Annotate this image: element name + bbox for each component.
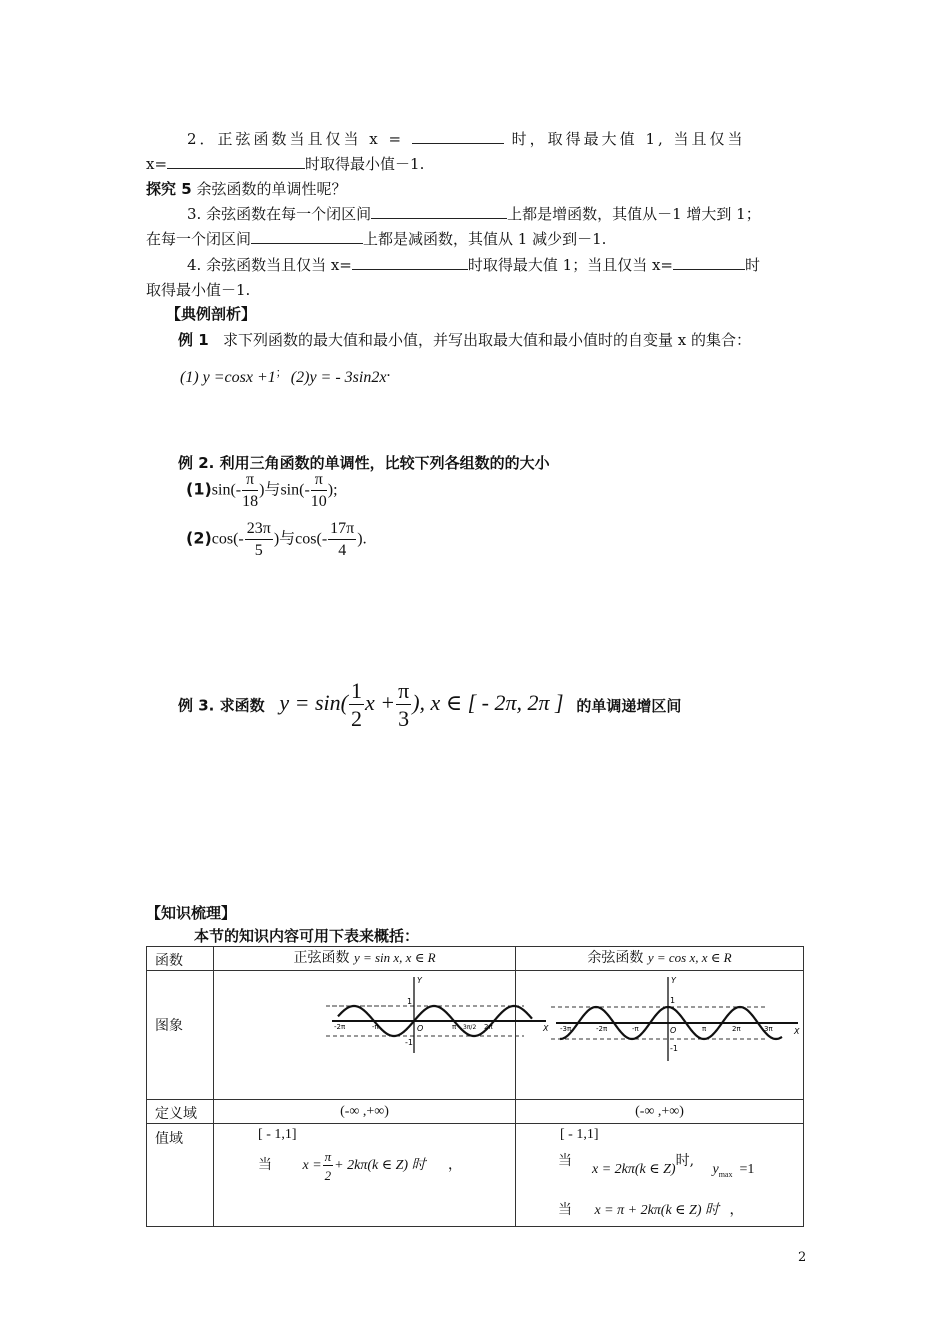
ex3-x: x + xyxy=(365,690,396,716)
cos-ymax-val: =1 xyxy=(739,1162,755,1177)
ex3-frac1 xyxy=(349,680,364,730)
cos-cond2: x = π + 2kπ(k ∈ Z) 时 xyxy=(594,1203,719,1218)
cell-cos-graph xyxy=(516,971,804,1100)
analysis-heading: 【典例剖析】 xyxy=(166,305,257,323)
blank-cos-max[interactable] xyxy=(352,255,468,270)
item4-text-b: 时取得最大值 1；当且仅当 x= xyxy=(467,256,673,274)
p1-with: 与 xyxy=(264,481,281,499)
range-cos: [ - 1,1] xyxy=(560,1127,599,1142)
item4-line2 xyxy=(146,279,250,300)
cos-ymax xyxy=(712,1162,754,1177)
cos-one-label: 1 xyxy=(670,996,676,1005)
p2-frac2-den: 4 xyxy=(338,542,347,559)
ex3-frac2-num: π xyxy=(398,678,410,703)
p1-frac2 xyxy=(311,472,327,510)
section2-text-b: 时，取得最大值 1, 当且仅当 xyxy=(511,130,746,148)
cos-tick-pi: π xyxy=(702,1025,707,1033)
p1-frac2-den: 10 xyxy=(310,493,327,510)
sine-tick-negpi: -π xyxy=(372,1023,379,1031)
example2-part2 xyxy=(186,521,367,559)
ex3-frac2-den: 3 xyxy=(398,706,410,731)
section2-text-a: 2．正弦函数当且仅当 x = xyxy=(187,130,405,148)
item3-text-b: 上都是增函数，其值从－1 增大到 1； xyxy=(507,205,761,223)
ex3-sin-open: y = sin( xyxy=(279,690,348,716)
p1-sin-open: sin(- xyxy=(211,481,242,499)
p1-close1: ) xyxy=(259,481,265,499)
range-label: 值域 xyxy=(155,1131,183,1147)
sine-y-label: Y xyxy=(417,976,422,985)
item4-line1 xyxy=(187,254,760,275)
table-row-range xyxy=(147,1124,804,1227)
example1-text: 求下列函数的最大值和最小值，并写出取最大值和最小值时的自变量 x 的集合： xyxy=(222,331,751,349)
section2-line1 xyxy=(187,128,746,149)
func-label: 函数 xyxy=(155,953,183,969)
cos-when2: 当 xyxy=(558,1202,572,1218)
cell-graph-label xyxy=(147,971,214,1100)
knowledge-heading: 【知识梳理】 xyxy=(146,904,237,922)
ex3-frac2 xyxy=(396,680,411,730)
p2-frac2-num: 17π xyxy=(328,521,356,540)
ex3-frac1-num: 1 xyxy=(351,678,362,703)
cos-y-label: Y xyxy=(671,976,676,985)
domain-label: 定义域 xyxy=(155,1106,197,1122)
range-sine: [ - 1,1] xyxy=(258,1127,297,1142)
section2-line2-b: 时取得最小值－1. xyxy=(305,155,425,173)
cos-tick-neg2pi: -2π xyxy=(596,1025,608,1033)
example1-part1: (1) y =cosx +1 xyxy=(180,369,276,386)
table-row-domain xyxy=(147,1100,804,1124)
cell-range-label xyxy=(147,1124,214,1227)
graph-label: 图象 xyxy=(155,1018,183,1034)
item3-line2-b: 上都是减函数，其值从 1 减少到－1. xyxy=(363,230,607,248)
p2-close1: ) xyxy=(273,530,280,548)
cos-tick-neg3pi: -3π xyxy=(560,1025,572,1033)
example2-p1-label: (1) xyxy=(186,479,212,499)
example2-p2-label: (2) xyxy=(186,528,212,548)
example2-part1 xyxy=(186,472,338,510)
sine-cond-b: + 2kπ(k ∈ Z) 时 xyxy=(334,1158,426,1174)
sine-origin-label: O xyxy=(417,1024,424,1033)
example3-label: 例 3. 求函数 xyxy=(178,696,265,715)
example2-title: 例 2. 利用三角函数的单调性，比较下列各组数的的大小 xyxy=(178,454,550,472)
blank-sine-min[interactable] xyxy=(167,154,305,169)
table-row-header xyxy=(147,947,804,971)
cell-func-label xyxy=(147,947,214,971)
cos-header: 余弦函数 xyxy=(587,950,644,966)
sine-tick-2pi: 2π xyxy=(484,1023,493,1031)
p1-frac1-den: 18 xyxy=(242,493,259,510)
item4-text-c: 时 xyxy=(745,256,761,274)
sine-max-condition xyxy=(258,1150,462,1182)
cos-origin-label: O xyxy=(670,1026,677,1035)
item3-line2-a: 在每一个闭区间 xyxy=(146,230,252,248)
sine-tick-neg2pi: -2π xyxy=(334,1023,346,1031)
sine-cond-den: 2 xyxy=(324,1168,332,1183)
blank-cos-decrease[interactable] xyxy=(251,229,363,244)
cos-tick-3pi: 3π xyxy=(764,1025,773,1033)
item3-text-a: 3. 余弦函数在每一个闭区间 xyxy=(187,205,372,223)
item4-text-a: 4. 余弦函数当且仅当 x= xyxy=(187,256,352,274)
cos-tick-negpi: -π xyxy=(632,1025,639,1033)
p2-frac1-den: 5 xyxy=(254,542,263,559)
knowledge-table xyxy=(146,946,804,1227)
sine-when: 当 xyxy=(258,1157,273,1174)
cos-when1: 当 xyxy=(558,1153,572,1169)
sine-cond-num: π xyxy=(324,1149,332,1164)
explore5 xyxy=(146,178,346,199)
sine-graph xyxy=(214,971,549,1071)
sine-comma: ， xyxy=(448,1157,462,1174)
ex3-domain: ), x ∈ [ - 2π, 2π ] xyxy=(412,690,564,716)
example1-part2: (2)y = - 3sin2x xyxy=(290,369,387,386)
cell-range-cos xyxy=(516,1124,804,1227)
cos-x-label: X xyxy=(794,1027,800,1036)
cell-range-sine xyxy=(214,1124,516,1227)
sine-x-label: X xyxy=(543,1024,549,1033)
sine-cond-frac xyxy=(323,1150,334,1182)
blank-cos-increase[interactable] xyxy=(371,204,507,219)
sine-formula: y = sin x, x ∈ R xyxy=(353,950,436,965)
cos-formula: y = cos x, x ∈ R xyxy=(647,950,732,965)
sine-header: 正弦函数 xyxy=(293,950,350,966)
cos-tick-2pi: 2π xyxy=(732,1025,741,1033)
p2-frac2 xyxy=(328,521,356,559)
example1-label: 例 1 xyxy=(178,331,209,349)
p1-frac1-num: π xyxy=(242,472,258,491)
item3-line2 xyxy=(146,228,606,249)
example3-line xyxy=(178,680,681,730)
example3-formula xyxy=(279,678,564,731)
cos-graph xyxy=(516,971,802,1071)
sine-cond xyxy=(302,1149,426,1183)
example1-formulas xyxy=(180,363,390,387)
cos-min-condition xyxy=(558,1199,743,1219)
p2-cos2-open: cos(- xyxy=(295,530,328,548)
p2-frac1 xyxy=(245,521,273,559)
page-number: 2 xyxy=(798,1250,807,1265)
p2-frac1-num: 23π xyxy=(245,521,273,540)
explore5-text: 余弦函数的单调性呢？ xyxy=(196,180,347,198)
cos-neg-one-label: -1 xyxy=(670,1044,678,1053)
item4-line2-text: 取得最小值－1. xyxy=(146,281,251,299)
section2-line2 xyxy=(146,153,424,174)
p2-close2: ). xyxy=(357,530,367,548)
example1-line xyxy=(178,329,751,350)
p1-frac1 xyxy=(242,472,258,510)
cos-ymax-y: y xyxy=(712,1162,719,1177)
domain-sine: (-∞ ,+∞) xyxy=(340,1104,389,1119)
sine-neg-one-label: -1 xyxy=(405,1038,414,1047)
p1-frac2-num: π xyxy=(311,472,327,491)
cos-cond1: x = 2kπ(k ∈ Z) xyxy=(592,1162,676,1177)
domain-cos: (-∞ ,+∞) xyxy=(635,1104,684,1119)
cos-shi: 时, xyxy=(675,1153,695,1169)
ex3-frac1-den: 2 xyxy=(351,706,362,731)
blank-cos-min[interactable] xyxy=(673,255,745,270)
p1-sin2-open: sin(- xyxy=(280,481,310,499)
table-row-graph xyxy=(147,971,804,1100)
cell-sine-header xyxy=(214,947,516,971)
p1-close2: ); xyxy=(327,481,338,499)
cos-comma: ， xyxy=(729,1202,744,1218)
example3-suffix: 的单调递增区间 xyxy=(576,696,682,715)
cos-ymax-sub: max xyxy=(718,1169,733,1179)
explore5-label: 探究 5 xyxy=(146,180,192,198)
sine-tick-pi: π xyxy=(452,1023,457,1031)
p2-cos-open: cos(- xyxy=(211,530,244,548)
item3-line1 xyxy=(187,203,761,224)
cell-domain-cos xyxy=(516,1100,804,1124)
cell-domain-sine xyxy=(214,1100,516,1124)
sine-cond-a: x = xyxy=(302,1158,322,1174)
sine-one-label: 1 xyxy=(407,997,413,1006)
cell-sine-graph xyxy=(214,971,549,1100)
sine-tick-3pi2: 3π/2 xyxy=(463,1024,477,1031)
p2-with: 与 xyxy=(279,530,296,548)
example1-sep: ； xyxy=(275,367,287,379)
knowledge-intro: 本节的知识内容可用下表来概括： xyxy=(194,927,420,945)
blank-sine-max[interactable] xyxy=(412,129,504,144)
section2-line2-a: x= xyxy=(146,155,168,173)
example1-end: . xyxy=(386,363,391,380)
cell-domain-label xyxy=(147,1100,214,1124)
cos-max-condition xyxy=(558,1150,754,1191)
cell-cos-header xyxy=(516,947,804,971)
